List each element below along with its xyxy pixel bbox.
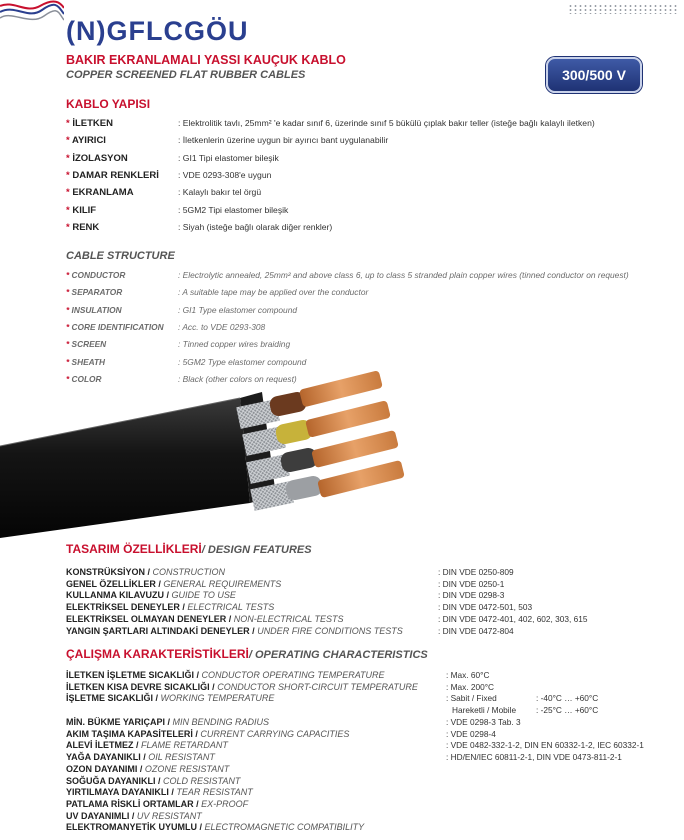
bullet-asterisk: *: [66, 373, 72, 384]
spec-value: : 5GM2 Tipi elastomer bileşik: [178, 204, 289, 215]
bullet-asterisk: *: [66, 221, 73, 233]
table-row: [66, 786, 253, 798]
bullet-asterisk: *: [66, 339, 72, 350]
spec-value: : İletkenlerin üzerine uygun bir ayırıcı bant uygulanabilir: [178, 135, 389, 146]
structure-heading-tr: KABLO YAPISI: [66, 97, 151, 111]
row-label-tr: İLETKEN KISA DEVRE SICAKLIĞI /: [66, 681, 215, 692]
operating-heading-en: / OPERATING CHARACTERISTICS: [248, 649, 428, 661]
row-label-en: ELECTROMAGNETIC COMPATIBILITY: [202, 822, 365, 833]
row-value: : DIN VDE 0250-1: [438, 578, 505, 589]
table-row: [66, 625, 514, 637]
spec-label-text: CONDUCTOR: [71, 270, 126, 280]
spec-label: [66, 270, 125, 280]
spec-value: : 5GM2 Type elastomer compound: [178, 356, 307, 367]
table-row: [66, 589, 505, 601]
spec-label: [66, 287, 122, 297]
dot-pattern-decoration: [568, 4, 678, 14]
row-label-tr: UV DAYANIMLI /: [66, 810, 135, 821]
structure-heading-en: CABLE STRUCTURE: [66, 250, 175, 262]
row-label-tr: PATLAMA RİSKLİ ORTAMLAR /: [66, 798, 199, 809]
bullet-asterisk: *: [66, 287, 72, 298]
spec-label-text: EKRANLAMA: [72, 187, 134, 199]
row-label-en: ELECTRICAL TESTS: [184, 602, 275, 613]
bullet-asterisk: *: [66, 356, 72, 367]
table-row: [66, 810, 202, 822]
table-row: [66, 798, 248, 810]
operating-heading-tr: ÇALIŞMA KARAKTERİSTİKLERİ: [66, 647, 249, 661]
table-row: [66, 751, 622, 763]
table-row: [66, 566, 514, 578]
spec-value: : Black (other colors on request): [178, 373, 297, 384]
spec-label-text: DAMAR RENKLERİ: [72, 169, 159, 181]
spec-label-text: SHEATH: [71, 356, 106, 367]
bullet-asterisk: *: [66, 152, 73, 164]
row-label-tr: SOĞUĞA DAYANIKLI /: [66, 775, 161, 786]
bullet-asterisk: *: [66, 270, 72, 280]
row-label-tr: İŞLETME SICAKLIĞI /: [66, 693, 159, 704]
row-label-tr: KULLANMA KILAVUZU /: [66, 590, 169, 601]
row-label-en: CONDUCTOR SHORT-CIRCUIT TEMPERATURE: [214, 681, 418, 692]
row-label-tr: ELEKTROMANYETİK UYUMLU /: [66, 822, 202, 833]
table-row: [66, 601, 533, 613]
spec-label-text: SCREEN: [71, 339, 107, 350]
spec-value: : GI1 Tipi elastomer bileşik: [178, 152, 279, 163]
logo-swirl-graphic: [0, 0, 64, 40]
row-label-tr: KONSTRÜKSİYON /: [66, 567, 151, 577]
spec-label-text: İLETKEN: [72, 118, 113, 129]
table-row: [66, 728, 496, 740]
row-value: : Sabit / Fixed: [446, 693, 497, 704]
row-label-tr: İLETKEN İŞLETME SICAKLIĞI /: [66, 670, 200, 680]
spec-value: : A suitable tape may be applied over the conductor: [178, 287, 369, 298]
spec-label: [66, 322, 164, 332]
row-value-range: : -40°C … +60°C: [536, 693, 599, 704]
spec-label: [66, 222, 99, 233]
row-mobile-label: Hareketli / Mobile: [452, 705, 517, 716]
row-label-en: OZONE RESISTANT: [142, 763, 230, 774]
row-label-en: UNDER FIRE CONDITIONS TESTS: [254, 625, 403, 636]
row-label-en: TEAR RESISTANT: [173, 787, 253, 798]
table-row: [66, 681, 495, 693]
spec-label: [66, 187, 134, 198]
row-value: : DIN VDE 0472-501, 503: [438, 602, 533, 613]
row-label-tr: OZON DAYANIMI /: [66, 763, 143, 774]
row-value: : Max. 60°C: [446, 670, 490, 680]
spec-label: [66, 135, 106, 146]
bullet-asterisk: *: [66, 304, 72, 315]
row-value: : Max. 200°C: [446, 681, 495, 692]
row-label-en: UV RESISTANT: [134, 810, 202, 821]
spec-label-text: COLOR: [71, 373, 102, 384]
row-label-en: NON-ELECTRICAL TESTS: [231, 613, 344, 624]
row-value: : HD/EN/IEC 60811-2-1, DIN VDE 0473-811-2-1: [446, 752, 622, 763]
table-row: [66, 775, 240, 787]
spec-label: [66, 205, 96, 216]
row-label-en: OIL RESISTANT: [145, 752, 215, 763]
spec-label: [66, 339, 106, 349]
design-heading-tr: TASARIM ÖZELLİKLERİ: [66, 542, 202, 556]
row-label-tr: YANGIN ŞARTLARI ALTINDAKİ DENEYLER /: [66, 625, 255, 636]
row-value: : VDE 0298-4: [446, 728, 496, 739]
row-label-tr: AKIM TAŞIMA KAPASİTELERİ /: [66, 728, 198, 739]
cable-cross-section-image: [0, 368, 440, 540]
spec-label: [66, 118, 113, 129]
row-value: : DIN VDE 0472-804: [438, 625, 514, 636]
voltage-badge: 300/500 V: [546, 57, 642, 93]
row-label-tr: YIRTILMAYA DAYANIKLI /: [66, 787, 174, 798]
row-value: : DIN VDE 0250-809: [438, 567, 514, 577]
row-label-en: MIN BENDING RADIUS: [170, 717, 270, 727]
spec-label-text: KILIF: [72, 204, 97, 216]
table-row: [66, 739, 644, 751]
row-label-tr: ELEKTRİKSEL DENEYLER /: [66, 602, 185, 613]
table-row: [66, 763, 229, 775]
bullet-asterisk: *: [66, 118, 73, 129]
spec-label-text: RENK: [72, 221, 100, 233]
spec-value: : GI1 Type elastomer compound: [178, 304, 298, 315]
table-row: [66, 578, 505, 590]
row-label-en: COLD RESISTANT: [160, 775, 241, 786]
spec-value: : Acc. to VDE 0293-308: [178, 321, 266, 332]
bullet-asterisk: *: [66, 135, 72, 147]
row-label-tr: YAĞA DAYANIKLI /: [66, 752, 146, 763]
row-label-tr: ALEVİ İLETMEZ /: [66, 740, 139, 751]
spec-value: : Electrolytic annealed, 25mm² and above class 6, up to class 5 stranded plain copper wires (tinned conductor on request): [178, 270, 629, 280]
design-heading-en: / DESIGN FEATURES: [201, 544, 312, 556]
spec-value: : Siyah (isteğe bağlı olarak diğer renkler): [178, 221, 333, 232]
bullet-asterisk: *: [66, 187, 73, 199]
row-value: : DIN VDE 0472-401, 402, 602, 303, 615: [438, 613, 588, 624]
bullet-asterisk: *: [66, 169, 73, 181]
spec-value: : Kalaylı bakır tel örgü: [178, 187, 262, 198]
spec-label-text: AYIRICI: [71, 135, 106, 147]
table-row: [66, 692, 599, 704]
spec-label: [66, 170, 159, 181]
table-row: [66, 716, 521, 728]
design-features-heading: [66, 540, 312, 558]
row-label-en: GENERAL REQUIREMENTS: [160, 578, 282, 589]
spec-value: : VDE 0293-308'e uygun: [178, 169, 272, 180]
spec-value: : Elektrolitik tavlı, 25mm² 'e kadar sınıf 6, üzerinde sınıf 5 bükülü çıplak bakır teller (isteğe bağlı kalaylı iletken): [178, 118, 595, 128]
spec-label-text: İZOLASYON: [72, 152, 128, 164]
row-value: : DIN VDE 0298-3: [438, 590, 505, 601]
row-label-en: CURRENT CARRYING CAPACITIES: [197, 728, 350, 739]
row-label-tr: ELEKTRİKSEL OLMAYAN DENEYLER /: [66, 613, 232, 624]
row-label-en: CONSTRUCTION: [150, 567, 226, 577]
table-row: [66, 613, 588, 625]
title-turkish: BAKIR EKRANLAMALI YASSI KAUÇUK KABLO: [66, 53, 346, 67]
title-english: COPPER SCREENED FLAT RUBBER CABLES: [66, 69, 306, 81]
row-label-en: EX-PROOF: [198, 798, 249, 809]
product-code-title: (N)GFLCGÖU: [66, 16, 249, 46]
spec-label-text: INSULATION: [71, 304, 122, 315]
spec-label: [66, 305, 122, 315]
row-label-en: FLAME RETARDANT: [138, 740, 228, 751]
row-value: : VDE 0298-3 Tab. 3: [446, 717, 521, 727]
row-label-en: CONDUCTOR OPERATING TEMPERATURE: [199, 670, 385, 680]
row-value: : VDE 0482-332-1-2, DIN EN 60332-1-2, IEC 60332-1: [446, 740, 644, 751]
row-label-en: GUIDE TO USE: [169, 590, 236, 601]
row-label-tr: MİN. BÜKME YARIÇAPI /: [66, 717, 171, 727]
table-row: [66, 669, 490, 681]
row-mobile-value: : -25°C … +60°C: [536, 705, 599, 716]
table-row: [66, 821, 364, 833]
spec-label: [66, 357, 105, 367]
bullet-asterisk: *: [66, 321, 72, 332]
bullet-asterisk: *: [66, 204, 73, 216]
spec-label-text: SEPARATOR: [71, 287, 123, 298]
spec-label-text: CORE IDENTIFICATION: [71, 321, 164, 332]
spec-value: : Tinned copper wires braiding: [178, 339, 291, 350]
row-label-tr: GENEL ÖZELLİKLER /: [66, 578, 161, 589]
row-label-en: WORKING TEMPERATURE: [158, 693, 275, 704]
spec-label: [66, 153, 128, 164]
operating-heading: [66, 645, 428, 663]
